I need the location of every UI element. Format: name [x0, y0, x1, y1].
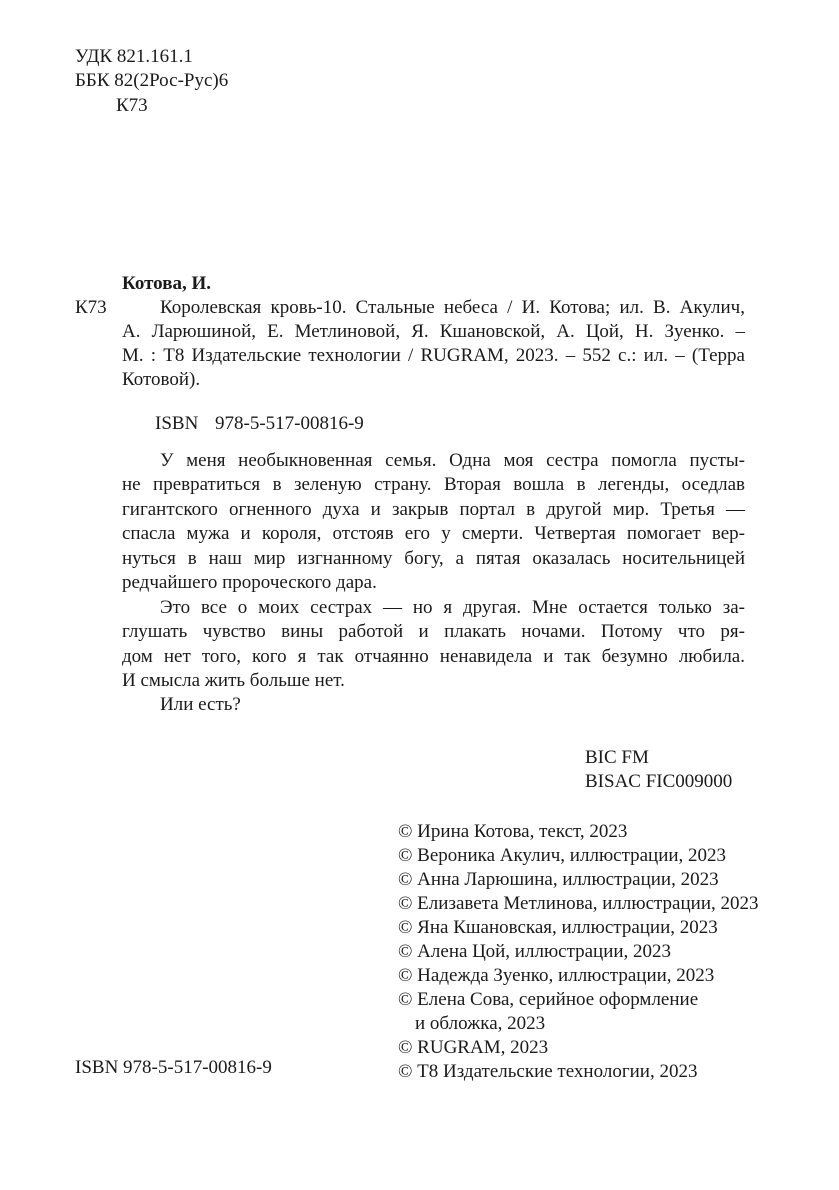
annotation-line: не превратиться в зеленую страну. Вторая вошла в легенды, оседлав	[122, 474, 745, 495]
bisac-code: BISAC FIC009000	[585, 771, 733, 792]
copyright-line: и обложка, 2023	[415, 1013, 546, 1034]
annotation-line: У меня необыкновенная семья. Одна моя сестра помогла пусты-	[160, 450, 745, 471]
annotation-line: спасла мужа и короля, отстояв его у смерти. Четвертая помогает вер-	[122, 523, 745, 544]
isbn-number: 978-5-517-00816-9	[215, 413, 364, 434]
copyright-line: © Алена Цой, иллюстрации, 2023	[398, 941, 672, 962]
copyright-line: © RUGRAM, 2023	[398, 1037, 549, 1058]
annotation-line: редчайшего пророческого дара.	[122, 572, 377, 593]
copyright-line: © Елизавета Метлинова, иллюстрации, 2023	[398, 893, 759, 914]
copyright-line: © Т8 Издательские технологии, 2023	[398, 1061, 698, 1082]
udk-code: УДК 821.161.1	[75, 46, 193, 67]
annotation-line: гигантского огненного духа и закрыв портал в другой мир. Третья —	[122, 499, 745, 520]
annotation-line: нуться в наш мир изгнанному богу, а пятая оказалась носительницей	[122, 548, 745, 569]
bic-code: BIC FM	[585, 747, 649, 768]
record-author-mark: К73	[75, 297, 107, 318]
bbk-code: ББК 82(2Рос-Рус)6	[75, 70, 229, 91]
copyright-line: © Надежда Зуенко, иллюстрации, 2023	[398, 965, 715, 986]
footer-isbn: ISBN 978-5-517-00816-9	[75, 1057, 272, 1078]
annotation-line: Или есть?	[160, 694, 241, 715]
copyright-line: © Яна Кшановская, иллюстрации, 2023	[398, 917, 718, 938]
copyright-line: © Ирина Котова, текст, 2023	[398, 821, 628, 842]
annotation-line: И смысла жить больше нет.	[122, 670, 345, 691]
record-line: Королевская кровь-10. Стальные небеса / И. Котова; ил. В. Акулич,	[160, 297, 745, 318]
author-heading: Котова, И.	[122, 273, 211, 294]
annotation-line: глушать чувство вины работой и плакать ночами. Потому что ря-	[122, 621, 745, 642]
copyright-line: © Вероника Акулич, иллюстрации, 2023	[398, 845, 727, 866]
record-line: М. : Т8 Издательские технологии / RUGRAM, 2023. – 552 с.: ил. – (Терра	[122, 345, 745, 366]
copyright-line: © Анна Ларюшина, иллюстрации, 2023	[398, 869, 719, 890]
copyright-line: © Елена Сова, серийное оформление	[398, 989, 699, 1010]
annotation-line: Это все о моих сестрах — но я другая. Мне остается только за-	[160, 597, 745, 618]
author-mark: К73	[116, 95, 148, 116]
record-line: А. Ларюшиной, Е. Метлиновой, Я. Кшановской, А. Цой, Н. Зуенко. –	[122, 321, 745, 342]
annotation-line: дом нет того, кого я так отчаянно ненавидела и так безумно любила.	[122, 646, 745, 667]
record-line: Котовой).	[122, 369, 201, 390]
isbn-label: ISBN	[155, 413, 199, 434]
